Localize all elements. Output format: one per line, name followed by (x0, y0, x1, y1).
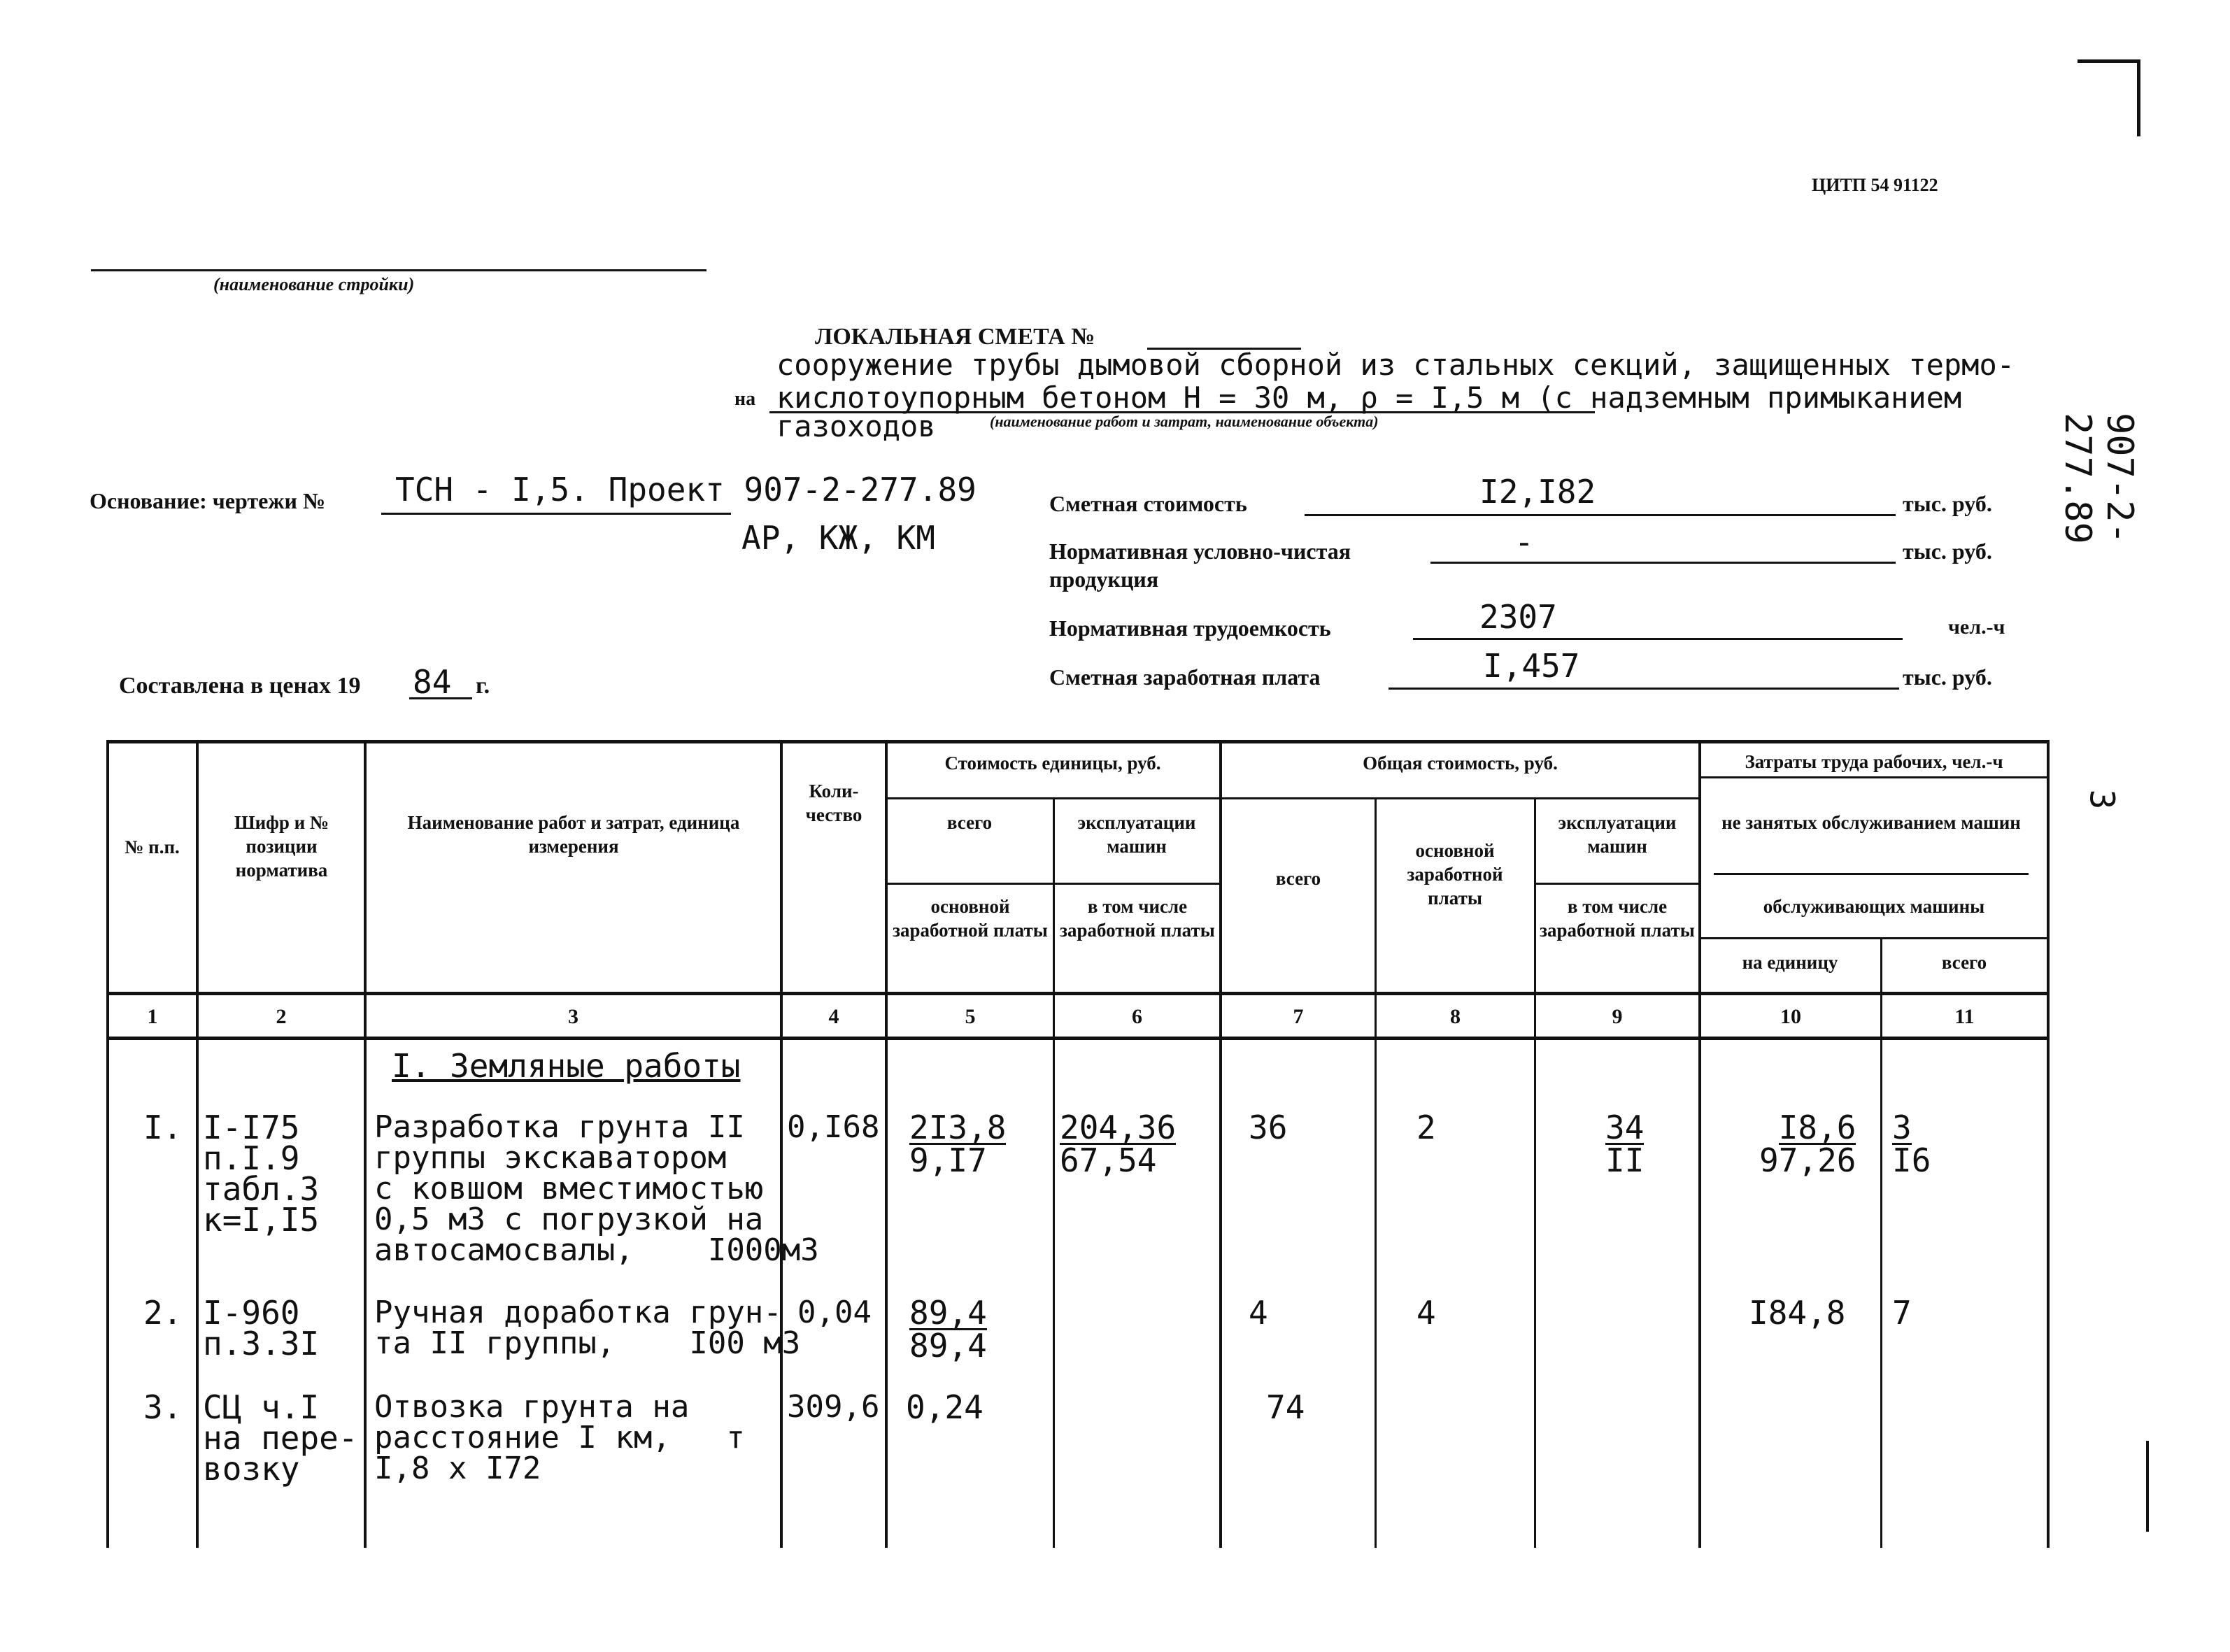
row1-c6 (1060, 1109, 1177, 1179)
prices-prefix: Составлена в ценах 19 (119, 673, 361, 699)
page-number: 3 (2082, 789, 2122, 810)
construction-name-line (91, 269, 706, 271)
wage-value: I,457 (1483, 647, 1580, 685)
header-code: Шифр и № позиции норматива (234, 812, 329, 881)
table-row-num: I. (143, 1109, 183, 1146)
row1-c5 (909, 1109, 1007, 1179)
col-number: 8 (1450, 1005, 1461, 1028)
row2-c7: 4 (1249, 1294, 1268, 1332)
table-row-name: Ручная доработка грун- та II группы, I00 м3 (374, 1295, 801, 1361)
col-number: 3 (568, 1005, 578, 1028)
header-c11: всего (1941, 952, 1987, 973)
row2-c5-top: 89,4 (909, 1294, 987, 1332)
labor-unit: чел.-ч (1948, 615, 2005, 639)
row1-c10 (1759, 1109, 1856, 1179)
smeta-title: ЛОКАЛЬНАЯ СМЕТА № (815, 324, 1095, 350)
header-total-cost: Общая стоимость, руб. (1363, 753, 1558, 774)
row1-c9 (1605, 1109, 1645, 1179)
wage-label: Сметная заработная плата (1049, 664, 1321, 690)
row1-c8: 2 (1416, 1109, 1436, 1146)
header-name: Наименование работ и затрат, единица измерения (407, 812, 740, 857)
table-row-num: 2. (143, 1294, 183, 1332)
row3-c7: 74 (1266, 1388, 1305, 1426)
col-number: 2 (276, 1005, 287, 1028)
table-row-qty: 309,6 (787, 1389, 880, 1425)
table-row-name: Разработка грунта II группы экскаватором с ковшом вместимостью 0,5 м3 с погрузкой на автосамосвалы, I000м3 (374, 1109, 819, 1268)
row1-c6-top: 204,36 (1060, 1109, 1177, 1146)
col-number: 4 (828, 1005, 839, 1028)
row1-c11-top: 3 (1892, 1109, 1912, 1146)
row1-c7: 36 (1249, 1109, 1288, 1146)
header-c10: на единицу (1742, 952, 1838, 973)
table-row-code: I-960 п.3.3I (203, 1294, 320, 1362)
product-label: Нормативная условно-чистая (1049, 539, 1351, 564)
table-top-border (106, 740, 2050, 743)
header-c7: всего (1275, 868, 1321, 889)
row2-c8: 4 (1416, 1294, 1436, 1332)
row1-c10-top: I8,6 (1778, 1109, 1856, 1146)
table-row-name: Отвозка грунта на расстояние I км, т I,8 х I72 (374, 1389, 745, 1486)
table-row-qty: 0,I68 (787, 1109, 880, 1145)
table-row-num: 3. (143, 1388, 183, 1426)
object-caption: (наименование работ и затрат, наименование объекта) (990, 413, 1379, 430)
basis-value-line2: АР, КЖ, КМ (741, 519, 935, 557)
document-stamp: ЦИТП 54 91122 (1812, 175, 1938, 195)
header-c5a: всего (946, 812, 993, 833)
header-qty: Коли-чество (805, 781, 862, 825)
table-row-qty: 0,04 (797, 1295, 872, 1330)
wage-unit: тыс. руб. (1903, 664, 1992, 690)
row3-c5: 0,24 (906, 1388, 983, 1426)
labor-line (1413, 638, 1903, 640)
table-row-code: I-I75 п.I.9 табл.3 к=I,I5 (203, 1109, 320, 1239)
cost-line (1305, 514, 1896, 516)
labor-label: Нормативная трудоемкость (1049, 615, 1331, 641)
row2-c11: 7 (1892, 1294, 1912, 1332)
side-code: 907-2-277.89 (2057, 413, 2140, 544)
header-labor: Затраты труда рабочих, чел.-ч (1745, 751, 2003, 772)
row1-c5-top: 2I3,8 (909, 1109, 1007, 1146)
product-value: - (1514, 523, 1534, 561)
cost-unit: тыс. руб. (1903, 491, 1992, 516)
basis-label: Основание: чертежи № (90, 488, 326, 513)
header-c5b: основной заработной платы (893, 896, 1048, 941)
row2-c10: I84,8 (1749, 1294, 1846, 1332)
product-line (1430, 562, 1896, 564)
col-number: 6 (1132, 1005, 1142, 1028)
construction-caption: (наименование стройки) (213, 274, 415, 294)
row1-c11-bottom: I6 (1892, 1141, 1931, 1179)
row1-c9-bottom: II (1605, 1141, 1645, 1179)
header-c6a: эксплуатации машин (1077, 812, 1196, 857)
col-number: 5 (965, 1005, 976, 1028)
section-title: I. Земляные работы (392, 1047, 741, 1085)
row1-c10-bottom: 97,26 (1759, 1141, 1856, 1179)
col-number: 9 (1612, 1005, 1623, 1028)
header-c9a: эксплуатации машин (1558, 812, 1677, 857)
col-number: 10 (1780, 1005, 1801, 1028)
table-row-code: СЦ ч.I на пере- возку (203, 1388, 358, 1488)
cost-value: I2,I82 (1479, 473, 1596, 511)
table-header-bottom (106, 992, 2050, 995)
margin-mark (2146, 1441, 2149, 1532)
basis-value-line1: ТСН - I,5. Проект 907-2-277.89 (395, 471, 976, 508)
cost-label: Сметная стоимость (1049, 491, 1247, 516)
prices-year-line (409, 697, 472, 699)
header-labor-b: обслуживающих машины (1763, 896, 1985, 917)
na-prefix: на (734, 388, 756, 410)
header-c9b: в том числе заработной платы (1540, 896, 1695, 941)
row1-c6-bottom: 67,54 (1060, 1141, 1157, 1179)
object-line-3: газоходов (776, 409, 936, 443)
col-number: 7 (1293, 1005, 1304, 1028)
col-number: 1 (147, 1005, 158, 1028)
prices-suffix: г. (476, 673, 490, 699)
header-labor-a: не занятых обслуживанием машин (1721, 812, 2021, 833)
basis-underline (381, 513, 731, 515)
row1-c11 (1892, 1109, 1931, 1179)
prices-year: 84 (413, 663, 452, 701)
header-c8: основной заработной платы (1407, 840, 1503, 909)
header-c6b: в том числе заработной платы (1060, 896, 1215, 941)
product-label-2: продукция (1049, 567, 1159, 592)
product-unit: тыс. руб. (1903, 539, 1992, 564)
object-line-1: сооружение трубы дымовой сборной из стальных секций, защищенных термо- (776, 348, 2015, 382)
row1-c9-top: 34 (1605, 1109, 1645, 1146)
row2-c5-bottom: 89,4 (909, 1327, 987, 1365)
labor-value: 2307 (1479, 598, 1557, 636)
wage-line (1389, 688, 1899, 690)
header-unit-cost: Стоимость единицы, руб. (944, 753, 1161, 774)
row2-c5 (909, 1294, 987, 1365)
corner-mark (2078, 59, 2140, 136)
table-numbers-bottom (106, 1037, 2050, 1040)
object-line-2: кислотоупорным бетоном Н = 30 м, ρ = I,5 м (с надземным примыканием (776, 380, 1962, 415)
col-number: 11 (1954, 1005, 1975, 1028)
row1-c5-bottom: 9,I7 (909, 1141, 987, 1179)
header-num: № п.п. (125, 836, 180, 857)
